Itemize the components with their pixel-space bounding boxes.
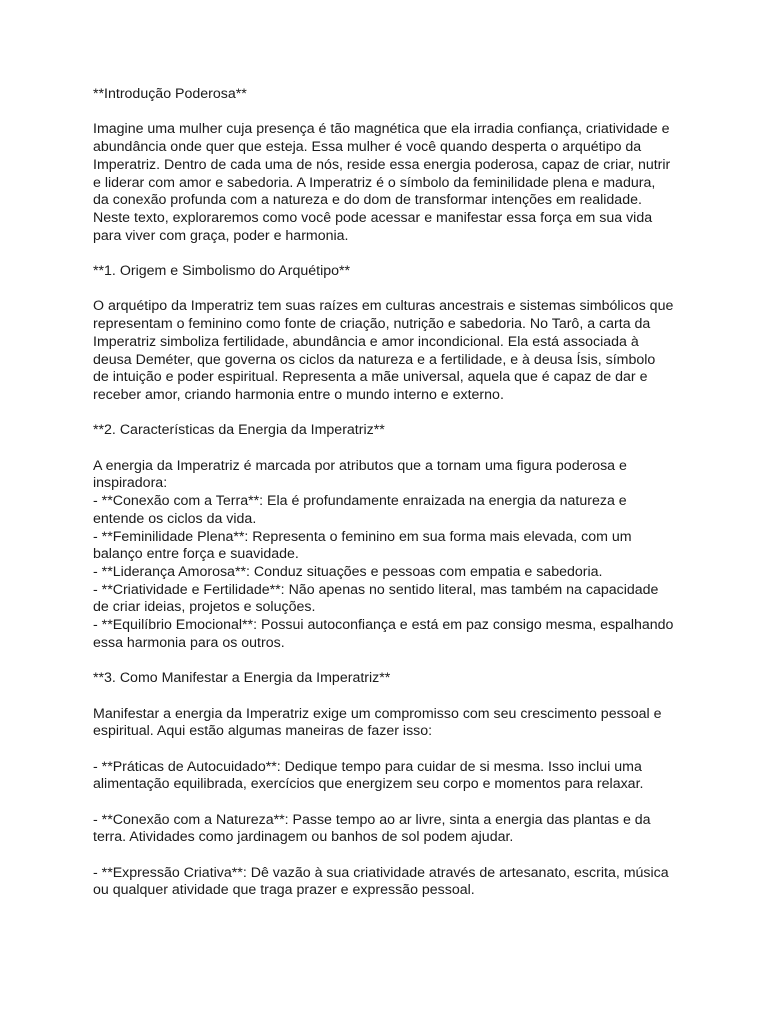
text-line: inspiradora: [93, 475, 168, 492]
spacer [93, 794, 683, 812]
text-line: abundância onde quer que esteja. Essa mulher é você quando desperta o arquétipo da [93, 139, 642, 156]
text-line: ou qualquer atividade que traga prazer e expressão pessoal. [93, 882, 475, 899]
spacer [93, 281, 683, 299]
text-line: representam o feminino como fonte de criação, nutrição e sabedoria. No Tarô, a carta da [93, 316, 651, 333]
text-line: O arquétipo da Imperatriz tem suas raízes em culturas ancestrais e sistemas simbólicos que [93, 298, 674, 315]
text-line: Imperatriz. Dentro de cada uma de nós, reside essa energia poderosa, capaz de criar, nutrir [93, 156, 671, 173]
spacer [93, 440, 683, 458]
section3-intro-paragraph [93, 706, 683, 741]
text-line: - **Práticas de Autocuidado**: Dedique tempo para cuidar de si mesma. Isso inclui uma [93, 758, 642, 775]
section1-heading: **1. Origem e Simbolismo do Arquétipo** [93, 263, 351, 279]
spacer [93, 652, 683, 670]
spacer [93, 741, 683, 759]
spacer [93, 405, 683, 423]
text-line: para viver com graça, poder e harmonia. [93, 227, 349, 244]
list-item [93, 812, 683, 847]
text-line: - **Expressão Criativa**: Dê vazão à sua criatividade através de artesanato, escrita, música [93, 864, 669, 881]
text-line: espiritual. Aqui estão algumas maneiras de fazer isso: [93, 723, 433, 740]
section1-paragraph [93, 298, 683, 404]
text-line: Imagine uma mulher cuja presença é tão magnética que ela irradia confiança, criatividade e [93, 121, 670, 138]
section2-paragraph [93, 458, 683, 653]
intro-paragraph [93, 121, 683, 245]
list-item: - **Equilíbrio Emocional**: Possui autoconfiança e está em paz consigo mesma, espalhando [93, 617, 674, 634]
spacer [93, 104, 683, 122]
section2-heading: **2. Características da Energia da Imperatriz** [93, 422, 385, 439]
text-line: - **Conexão com a Natureza**: Passe tempo ao ar livre, sinta a energia das plantas e da [93, 811, 651, 828]
text-line: Manifestar a energia da Imperatriz exige um compromisso com seu crescimento pessoal e [93, 705, 662, 722]
text-line: de criar ideias, projetos e soluções. [93, 599, 316, 616]
spacer [93, 245, 683, 263]
list-item: - **Liderança Amorosa**: Conduz situações e pessoas com empatia e sabedoria. [93, 563, 603, 580]
list-item: - **Feminilidade Plena**: Representa o feminino em sua forma mais elevada, com um [93, 528, 632, 545]
list-item [93, 759, 683, 794]
text-line: da conexão profunda com a natureza e do dom de transformar intenções em realidade. [93, 192, 642, 209]
list-item: - **Conexão com a Terra**: Ela é profundamente enraizada na energia da natureza e [93, 493, 627, 510]
text-line: receber amor, criando harmonia entre o mundo interno e externo. [93, 386, 504, 403]
list-item [93, 865, 683, 900]
text-line: essa harmonia para os outros. [93, 634, 285, 651]
text-line: balanço entre força e suavidade. [93, 546, 299, 563]
text-line: de intuição e poder espiritual. Representa a mãe universal, aquela que é capaz de dar e [93, 369, 648, 386]
text-line: e liderar com amor e sabedoria. A Imperatriz é o símbolo da feminilidade plena e madura, [93, 174, 656, 191]
text-line: Imperatriz simboliza fertilidade, abundância e amor incondicional. Ela está associada à [93, 333, 639, 350]
spacer [93, 847, 683, 865]
text-line: deusa Deméter, que governa os ciclos da natureza e a fertilidade, e à deusa Ísis, símbolo [93, 351, 656, 368]
section3-heading: **3. Como Manifestar a Energia da Imperatriz** [93, 670, 391, 687]
intro-heading: **Introdução Poderosa** [93, 86, 247, 102]
text-line: Neste texto, exploraremos como você pode acessar e manifestar essa força em sua vida [93, 209, 653, 226]
list-item: - **Criatividade e Fertilidade**: Não apenas no sentido literal, mas também na capacidade [93, 581, 659, 598]
document-page [93, 86, 683, 900]
spacer [93, 688, 683, 706]
text-line: alimentação equilibrada, exercícios que energizem seu corpo e momentos para relaxar. [93, 776, 644, 793]
text-line: terra. Atividades como jardinagem ou banhos de sol podem ajudar. [93, 829, 514, 846]
text-line: A energia da Imperatriz é marcada por atributos que a tornam uma figura poderosa e [93, 457, 627, 474]
text-line: entende os ciclos da vida. [93, 510, 257, 527]
